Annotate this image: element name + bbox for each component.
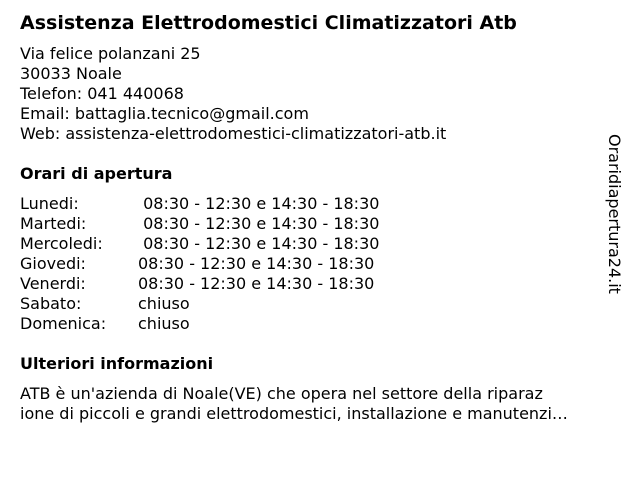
hours-row-tuesday (20, 214, 379, 234)
day-label: Martedi: (20, 214, 87, 233)
time-range: chiuso (138, 294, 190, 313)
day-label: Mercoledi: (20, 234, 103, 253)
day-label: Venerdi: (20, 274, 86, 293)
more-info-heading: Ulteriori informazioni (20, 354, 214, 373)
time-range: 08:30 - 12:30 e 14:30 - 18:30 (138, 214, 380, 233)
street-address: Via felice polanzani 25 (20, 44, 201, 63)
time-range: 08:30 - 12:30 e 14:30 - 18:30 (138, 234, 380, 253)
day-label: Sabato: (20, 294, 82, 313)
email-address: Email: battaglia.tecnico@gmail.com (20, 104, 309, 123)
day-label: Domenica: (20, 314, 107, 333)
website-address: Web: assistenza-elettrodomestici-climatizzatori-atb.it (20, 124, 447, 143)
time-range: 08:30 - 12:30 e 14:30 - 18:30 (138, 254, 375, 273)
postal-city: 30033 Noale (20, 64, 122, 83)
phone-number: Telefon: 041 440068 (20, 84, 184, 103)
more-info-text (20, 384, 620, 424)
info-line: ATB è un'azienda di Noale(VE) che opera nel settore della riparaz (20, 384, 543, 403)
info-line: ione di piccoli e grandi elettrodomestici, installazione e manutenzi… (20, 404, 568, 423)
site-watermark: Oraridiapertura24.it (605, 134, 624, 294)
time-range: chiuso (138, 314, 190, 333)
hours-row-sunday (20, 314, 379, 334)
day-label: Giovedi: (20, 254, 86, 273)
opening-hours-heading: Orari di apertura (20, 164, 173, 183)
business-name: Assistenza Elettrodomestici Climatizzatori Atb (20, 12, 517, 34)
hours-row-saturday (20, 294, 379, 314)
contact-block (20, 44, 446, 144)
hours-row-monday (20, 194, 379, 214)
hours-row-thursday (20, 254, 379, 274)
time-range: 08:30 - 12:30 e 14:30 - 18:30 (138, 194, 380, 213)
hours-row-wednesday (20, 234, 379, 254)
time-range: 08:30 - 12:30 e 14:30 - 18:30 (138, 274, 375, 293)
day-label: Lunedi: (20, 194, 79, 213)
opening-hours-table (20, 194, 379, 334)
hours-row-friday (20, 274, 379, 294)
